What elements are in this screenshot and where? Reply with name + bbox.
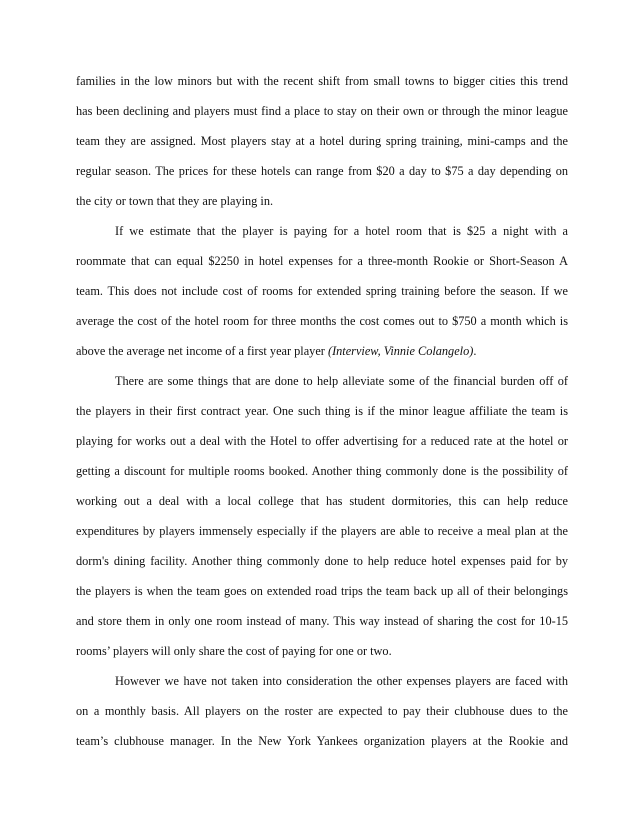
text-line-21: However we have not taken into consideration the other expenses players are faced with <box>115 674 568 688</box>
text-line-6: If we estimate that the player is paying for a hotel room that is $25 a night with a <box>115 224 568 238</box>
text-line-19: and store them in only one room instead of many. This way instead of sharing the cost for 10-15 <box>76 614 568 628</box>
text-line-20: rooms’ players will only share the cost of paying for one or two. <box>76 644 392 658</box>
text-line-18: the players is when the team goes on extended road trips the team back up all of their belongings <box>76 584 568 598</box>
citation-period: . <box>473 344 477 358</box>
text-line-14: getting a discount for multiple rooms booked. Another thing commonly done is the possibility of <box>76 464 568 478</box>
text-line-17: dorm's dining facility. Another thing commonly done to help reduce hotel expenses paid for by <box>76 554 568 568</box>
text-line-13: playing for works out a deal with the Hotel to offer advertising for a reduced rate at the hotel or <box>76 434 568 448</box>
text-line-7: roommate that can equal $2250 in hotel expenses for a three-month Rookie or Short-Season A <box>76 254 568 268</box>
text-line-8: team. This does not include cost of rooms for extended spring training before the season. If we <box>76 284 568 298</box>
text-line-4: regular season. The prices for these hotels can range from $20 a day to $75 a day depending on <box>76 164 568 178</box>
text-line-2: has been declining and players must find a place to stay on their own or through the minor league <box>76 104 568 118</box>
body-text <box>76 66 568 756</box>
text-line-23: team’s clubhouse manager. In the New York Yankees organization players at the Rookie and <box>76 734 568 748</box>
text-line-22: on a monthly basis. All players on the roster are expected to pay their clubhouse dues to the <box>76 704 568 718</box>
text-line-12: the players in their first contract year. One such thing is if the minor league affiliate the team is <box>76 404 568 418</box>
text-line-5: the city or town that they are playing in. <box>76 194 274 208</box>
text-line-3: team they are assigned. Most players stay at a hotel during spring training, mini-camps and the <box>76 134 568 148</box>
text-line-9: average the cost of the hotel room for three months the cost comes out to $750 a month which is <box>76 314 568 328</box>
citation: (Interview, Vinnie Colangelo) <box>327 344 474 358</box>
text-line-10-body: above the average net income of a first year player <box>76 344 328 358</box>
text-line-16: expenditures by players immensely especially if the players are able to receive a meal plan at the <box>76 524 568 538</box>
text-line-10 <box>76 336 568 366</box>
text-line-11: There are some things that are done to help alleviate some of the financial burden off of <box>115 374 568 388</box>
text-line-1: families in the low minors but with the recent shift from small towns to bigger cities this trend <box>76 74 568 88</box>
text-line-15: working out a deal with a local college that has student dormitories, this can help reduce <box>76 494 568 508</box>
